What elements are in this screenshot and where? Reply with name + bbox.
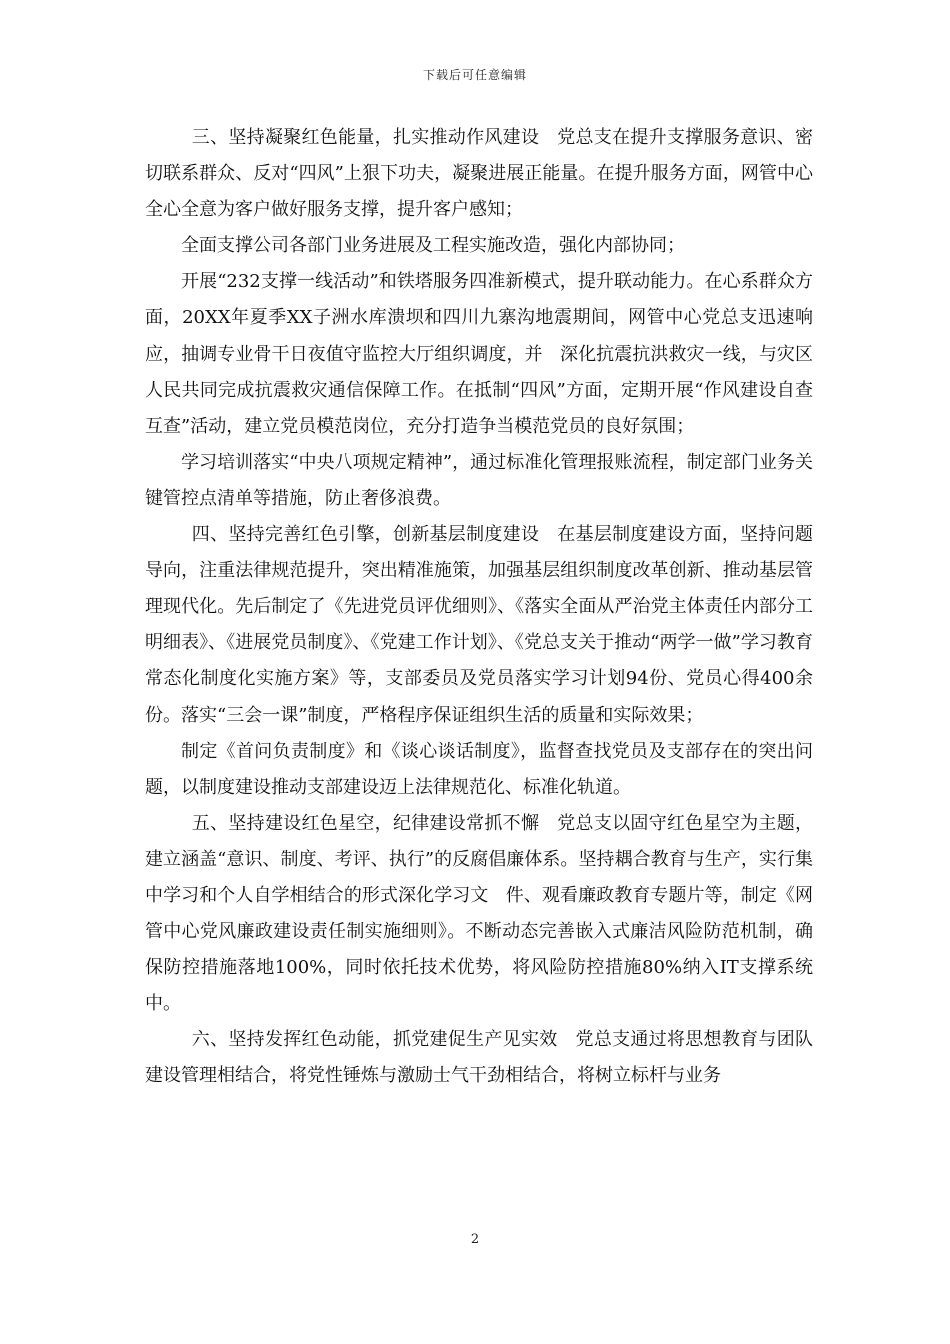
body-paragraph: 全面支撑公司各部门业务进展及工程实施改造，强化内部协同； — [181, 235, 685, 257]
body-paragraph: 制定《首问负责制度》和《谈心谈话制度》，监督查找党员及支部存在的突出问题，以制度建设推动支部建设迈上法律规范化、标准化轨道。 — [145, 740, 813, 798]
body-paragraph: 学习培训落实“中央八项规定精神”，通过标准化管理报账流程，制定部门业务关键管控点清单等措施，防止奢侈浪费。 — [145, 451, 813, 509]
page-header: 下载后可任意编辑 — [422, 68, 527, 82]
section-five-paragraph: 五、坚持建设红色星空，纪律建设常抓不懈 党总支以固守红色星空为主题，建立涵盖“意识、制度、考评、执行”的反腐倡廉体系。坚持耦合教育与生产，实行集中学习和个人自学相结合的形式深化学习文 件、观看廉政教育专题片等，制定《网管中心党风廉政建设责任制实施细则》。不断动态完善嵌入式廉洁风险防范机制，确保防控措施落地100%，同时依托技术优势，将风险防控措施80%纳入IT支撑系统中。 — [145, 812, 813, 1015]
section-six-paragraph: 六、坚持发挥红色动能，抓党建促生产见实效 党总支通过将思想教育与团队建设管理相结合，将党性锤炼与激励士气干劲相结合，将树立标杆与业务 — [145, 1029, 813, 1087]
body-paragraph: 开展“232支撑一线活动”和铁塔服务四准新模式，提升联动能力。在心系群众方面，20XX年夏季XX子洲水库溃坝和四川九寨沟地震期间，网管中心党总支迅速响应，抽调专业骨干日夜值守监控大厅组织调度，并 深化抗震抗洪救灾一线，与灾区人民共同完成抗震救灾通信保障工作。在抵制“四风”方面，定期开展“作风建设自查互查”活动，建立党员模范岗位，充分打造争当模范党员的良好氛围； — [145, 271, 813, 437]
section-three-paragraph: 三、坚持凝聚红色能量，扎实推动作风建设 党总支在提升支撑服务意识、密切联系群众、反对“四风”上狠下功夫，凝聚进展正能量。在提升服务方面，网管中心全心全意为客户做好服务支撑，提升客户感知； — [145, 127, 813, 221]
page-number: 2 — [470, 1232, 480, 1247]
section-four-paragraph: 四、坚持完善红色引擎，创新基层制度建设 在基层制度建设方面，坚持问题导向，注重法律规范提升，突出精准施策，加强基层组织制度改革创新、推动基层管理现代化。先后制定了《先进党员评优细则》、《落实全面从严治党主体责任内部分工明细表》、《进展党员制度》、《党建工作计划》、《党总支关于推动“两学一做”学习教育常态化制度化实施方案》等，支部委员及党员落实学习计划94份、党员心得400余份。落实“三会一课”制度，严格程序保证组织生活的质量和实际效果； — [145, 524, 813, 726]
document-body — [145, 120, 813, 1095]
